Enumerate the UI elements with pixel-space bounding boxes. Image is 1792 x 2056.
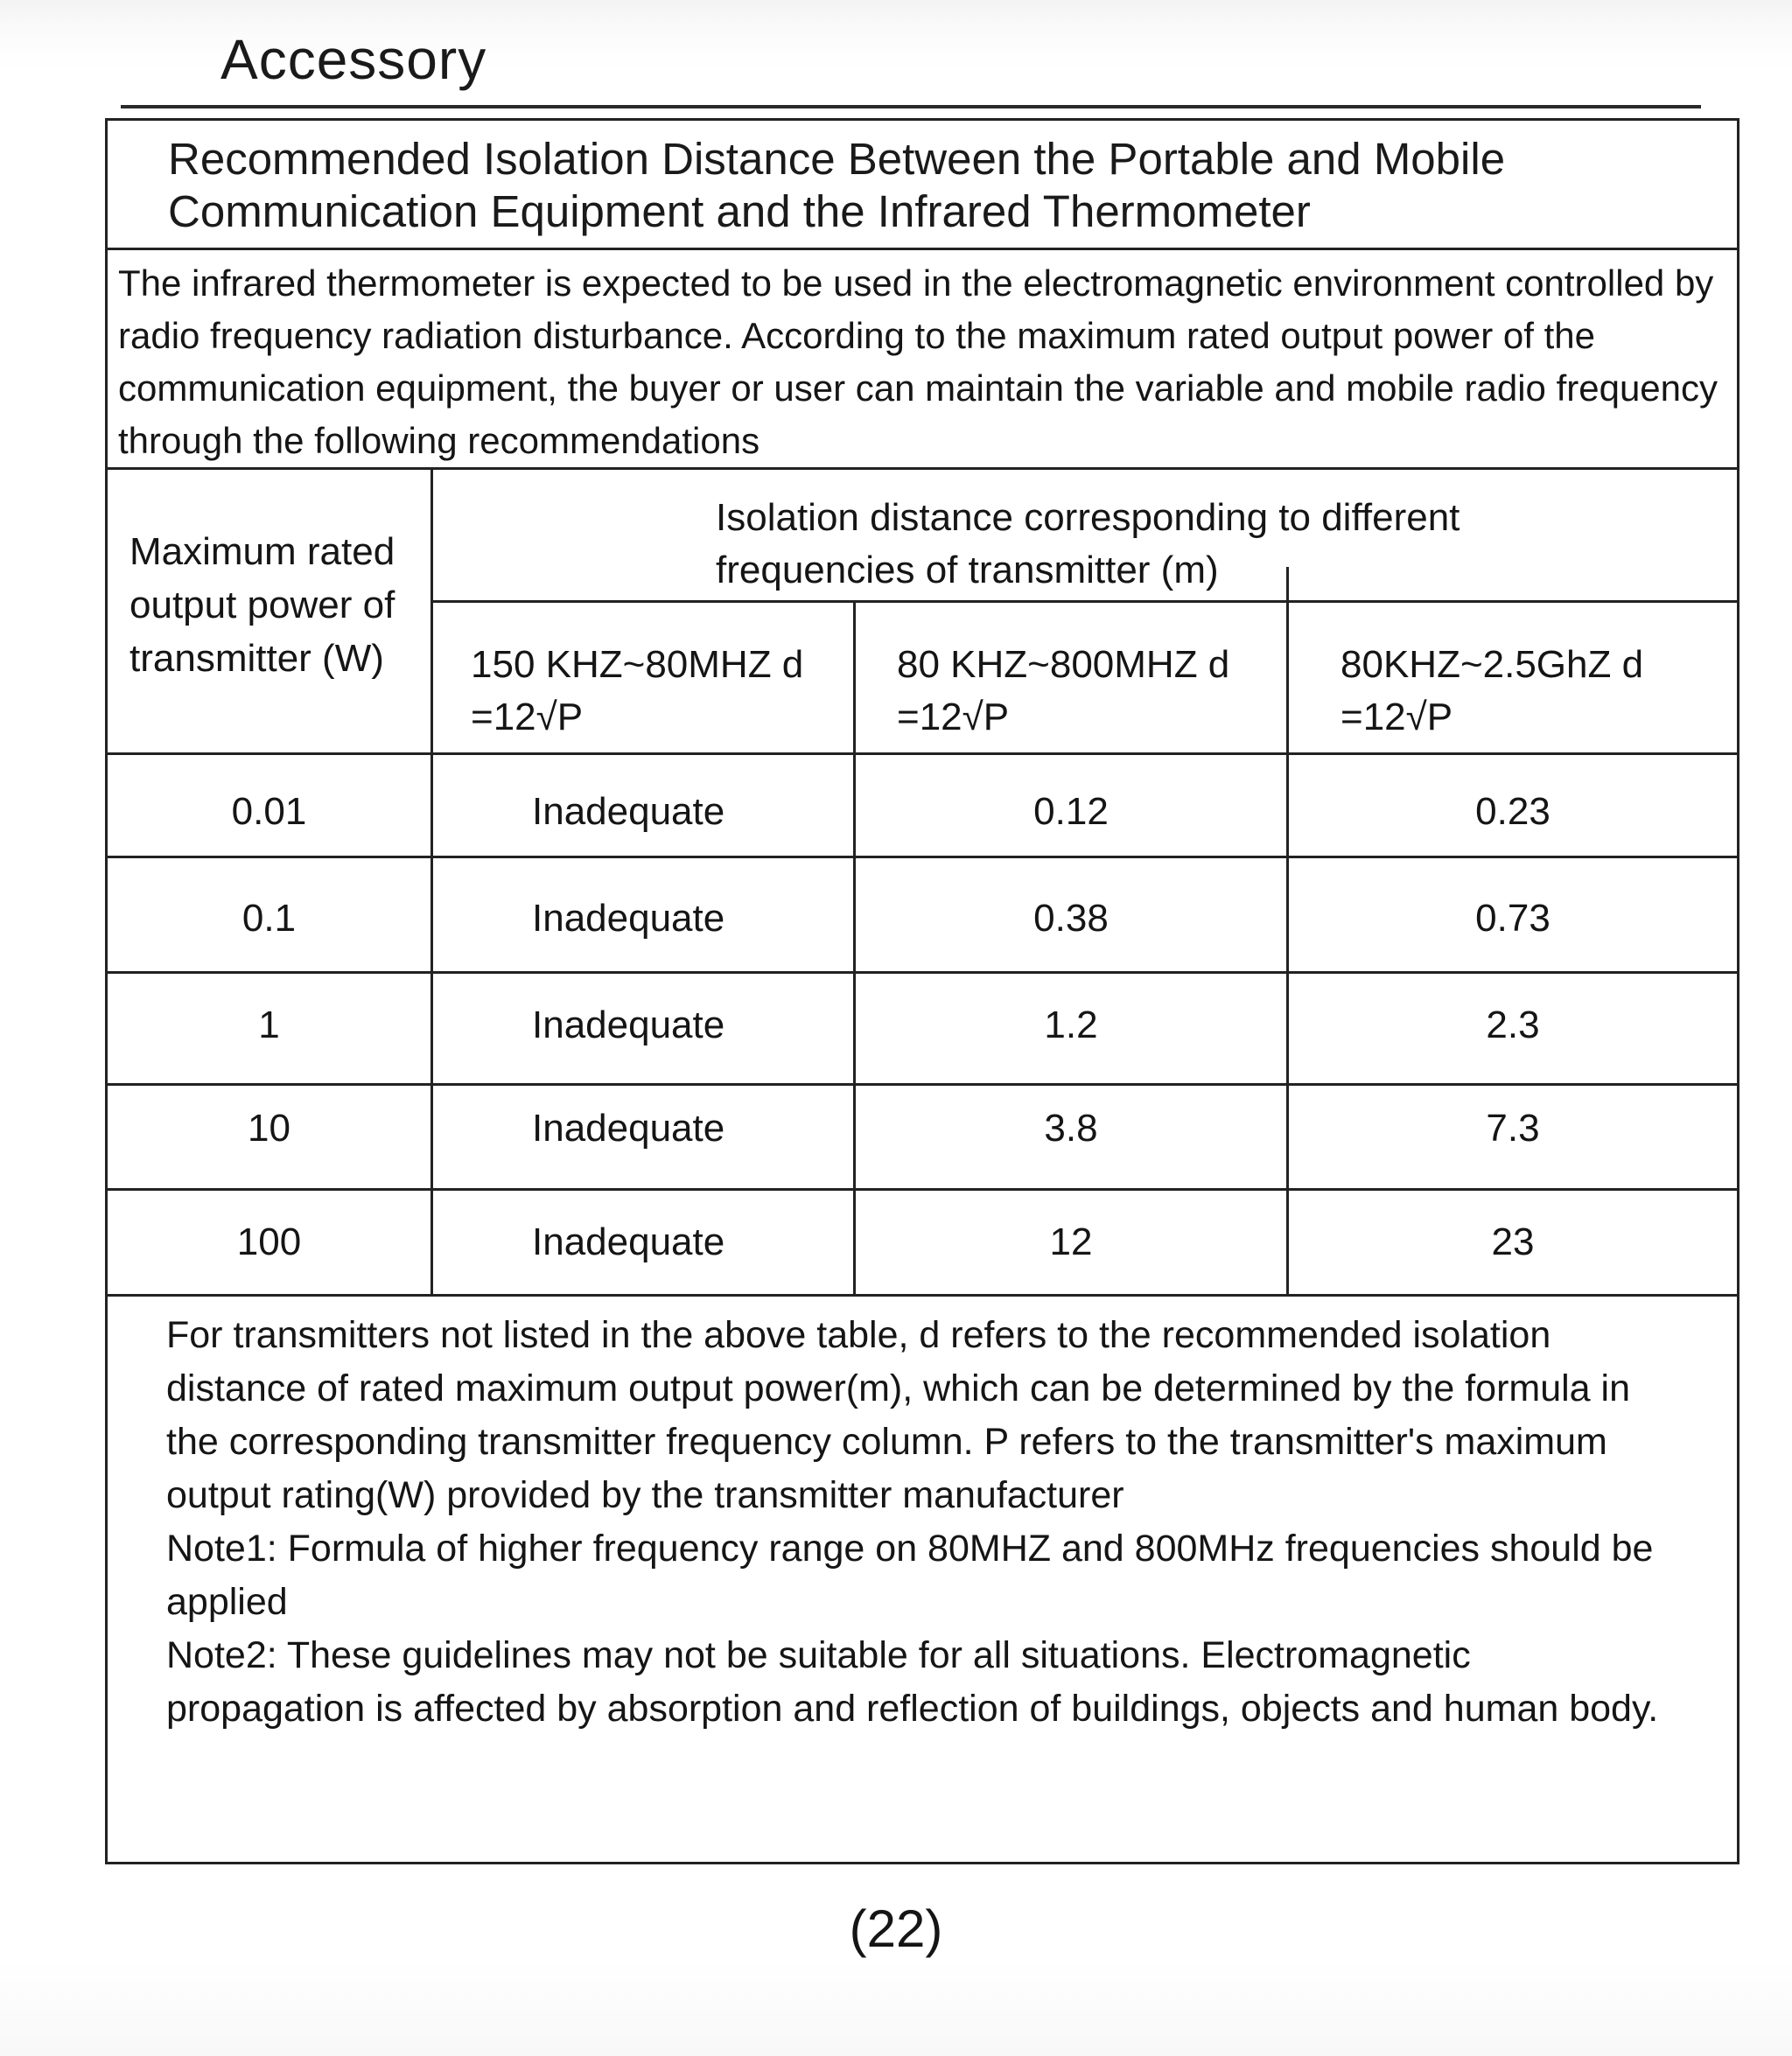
table-cell-power: 0.01 bbox=[231, 790, 307, 833]
table-cell-150khz-80mhz: Inadequate bbox=[532, 1220, 725, 1263]
table-cell-80khz-2-5ghz: 2.3 bbox=[1486, 1004, 1540, 1046]
section-title: Accessory bbox=[220, 28, 487, 91]
table-cell-80khz-800mhz: 1.2 bbox=[1044, 1004, 1098, 1046]
page-number: (22) bbox=[849, 1899, 943, 1958]
row-divider-table-bottom bbox=[108, 1294, 1737, 1297]
table-cell-150khz-80mhz: Inadequate bbox=[532, 1107, 725, 1150]
divider-group-header bbox=[430, 600, 1737, 603]
intro-paragraph: The infrared thermometer is expected to be used in the electromagnetic environment controlled by radio frequency radiation disturbance. According to the maximum rated output power of the communication equipment, the buyer or user can maintain the variable and mobile radio frequency through the following recommendations bbox=[118, 262, 1718, 461]
table-cell-80khz-2-5ghz: 0.73 bbox=[1475, 897, 1550, 940]
column-header-80khz-800mhz: 80 KHZ~800MHZ d =12√P bbox=[897, 643, 1230, 738]
table-cell-power: 1 bbox=[258, 1004, 280, 1046]
divider-intro bbox=[108, 467, 1737, 470]
power-column-header: Maximum rated output power of transmitter (W) bbox=[130, 530, 396, 680]
vertical-divider-1 bbox=[430, 470, 433, 1294]
header-rule bbox=[121, 105, 1701, 108]
note-2: Note2: These guidelines may not be suitable for all situations. Electromagnetic propagation is affected by absorption and reflection of buildings, objects and human body. bbox=[166, 1634, 1659, 1730]
divider-title bbox=[108, 248, 1737, 250]
table-cell-80khz-800mhz: 12 bbox=[1049, 1220, 1093, 1263]
table-cell-power: 0.1 bbox=[242, 897, 297, 940]
divider-header-bottom bbox=[108, 752, 1737, 755]
column-header-80khz-2-5ghz: 80KHZ~2.5GhZ d =12√P bbox=[1340, 643, 1644, 738]
row-divider-2 bbox=[108, 971, 1737, 974]
column-header-150khz-80mhz: 150 KHZ~80MHZ d =12√P bbox=[471, 643, 804, 738]
table-cell-power: 10 bbox=[248, 1107, 290, 1150]
table-cell-150khz-80mhz: Inadequate bbox=[532, 897, 725, 940]
explanation-paragraph: For transmitters not listed in the above table, d refers to the recommended isolation distance of rated maximum output power(m), which can be determined by the formula in the corresponding transmitter frequency column. P refers to the transmitter's maximum output rating(W) provided by the transmitter manufacturer bbox=[166, 1314, 1631, 1516]
table-cell-80khz-800mhz: 0.12 bbox=[1033, 790, 1109, 833]
table-cell-power: 100 bbox=[236, 1220, 302, 1263]
row-divider-4 bbox=[108, 1188, 1737, 1191]
table-cell-80khz-2-5ghz: 23 bbox=[1491, 1220, 1535, 1263]
isolation-group-header: Isolation distance corresponding to different frequencies of transmitter (m) bbox=[716, 496, 1460, 591]
row-divider-3 bbox=[108, 1083, 1737, 1086]
table-cell-80khz-800mhz: 3.8 bbox=[1044, 1107, 1098, 1150]
footnotes bbox=[166, 1309, 1671, 1736]
table-cell-150khz-80mhz: Inadequate bbox=[532, 1004, 725, 1046]
table-cell-150khz-80mhz: Inadequate bbox=[532, 790, 725, 833]
row-divider-1 bbox=[108, 856, 1737, 858]
note-1: Note1: Formula of higher frequency range on 80MHZ and 800MHz frequencies should be applied bbox=[166, 1528, 1654, 1623]
table-cell-80khz-2-5ghz: 0.23 bbox=[1475, 790, 1550, 833]
table-cell-80khz-2-5ghz: 7.3 bbox=[1486, 1107, 1540, 1150]
document-title: Recommended Isolation Distance Between the Portable and Mobile Communication Equipment and the Infrared Thermometer bbox=[168, 134, 1506, 236]
table-cell-80khz-800mhz: 0.38 bbox=[1033, 897, 1109, 940]
